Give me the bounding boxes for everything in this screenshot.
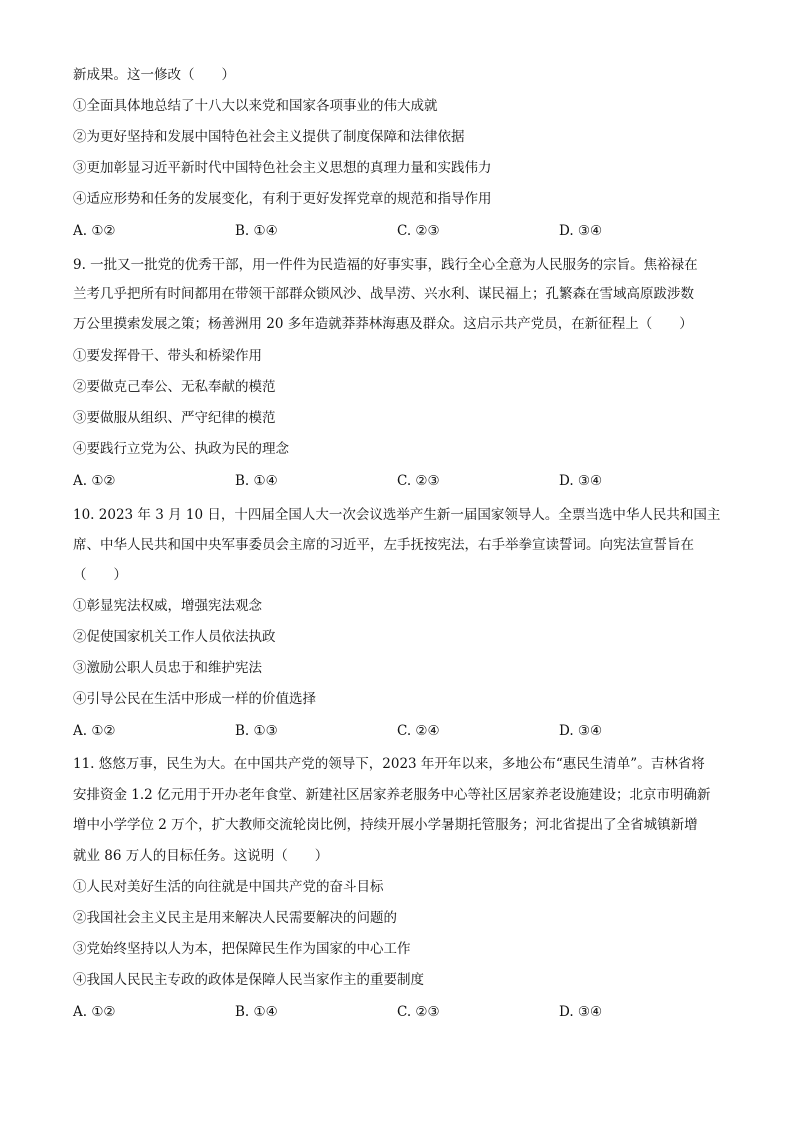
statement-1: ①人民对美好生活的向往就是中国共产党的奋斗目标 — [73, 879, 384, 895]
statement-1: ①全面具体地总结了十八大以来党和国家各项事业的伟大成就 — [73, 98, 438, 114]
question-stem-line: 兰考几乎把所有时间都用在带领干部群众锁风沙、战旱涝、兴水利、谋民福上；孔繁森在雪域高原跋涉数 — [73, 286, 694, 302]
option-d: D. ③④ — [559, 723, 603, 739]
answer-options — [73, 222, 733, 240]
option-a: A. ①② — [73, 723, 116, 739]
statement-4: ④我国人民民主专政的政体是保障人民当家作主的重要制度 — [73, 972, 424, 988]
option-b: B. ①④ — [235, 1004, 278, 1020]
statement-2: ②要做克己奉公、无私奉献的模范 — [73, 379, 276, 395]
option-a: A. ①② — [73, 223, 116, 239]
question-stem-line: 万公里摸索发展之策；杨善洲用 20 多年造就莽莽林海惠及群众。这启示共产党员，在新征程上（ ） — [73, 316, 693, 332]
option-a: A. ①② — [73, 1004, 116, 1020]
statement-4: ④引导公民在生活中形成一样的价值选择 — [73, 691, 316, 707]
answer-options — [73, 722, 733, 740]
statement-2: ②为更好坚持和发展中国特色社会主义提供了制度保障和法律依据 — [73, 129, 465, 145]
question-stem-line: 就业 86 万人的目标任务。这说明（ ） — [73, 848, 329, 864]
statement-3: ③更加彰显习近平新时代中国特色社会主义思想的真理力量和实践伟力 — [73, 160, 492, 176]
option-d: D. ③④ — [559, 223, 603, 239]
statement-2: ②促使国家机关工作人员依法执政 — [73, 629, 276, 645]
question-stem-line: 新成果。这一修改（ ） — [73, 67, 235, 83]
statement-3: ③要做服从组织、严守纪律的模范 — [73, 410, 276, 426]
question-stem-line: 席、中华人民共和国中央军事委员会主席的习近平，左手抚按宪法，右手举拳宣读誓词。向宪法宣誓旨在 — [73, 537, 694, 553]
statement-4: ④适应形势和任务的发展变化，有利于更好发挥党章的规范和指导作用 — [73, 191, 492, 207]
statement-3: ③党始终坚持以人为本，把保障民生作为国家的中心工作 — [73, 941, 411, 957]
option-a: A. ①② — [73, 473, 116, 489]
question-stem-line: （ ） — [73, 567, 127, 583]
option-c: C. ②④ — [397, 723, 440, 739]
statement-4: ④要践行立党为公、执政为民的理念 — [73, 441, 289, 457]
answer-options — [73, 472, 733, 490]
option-b: B. ①④ — [235, 473, 278, 489]
statement-1: ①彰显宪法权威，增强宪法观念 — [73, 598, 262, 614]
option-d: D. ③④ — [559, 1004, 603, 1020]
question-stem-line: 9. 一批又一批党的优秀干部，用一件件为民造福的好事实事，践行全心全意为人民服务的宗旨。焦裕禄在 — [73, 257, 698, 273]
question-stem-line: 安排资金 1.2 亿元用于开办老年食堂、新建社区居家养老服务中心等社区居家养老设施建设；北京市明确新 — [73, 787, 711, 803]
statement-1: ①要发挥骨干、带头和桥梁作用 — [73, 348, 262, 364]
option-c: C. ②③ — [397, 473, 440, 489]
answer-options — [73, 1003, 733, 1021]
question-stem-line: 11. 悠悠万事，民生为大。在中国共产党的领导下，2023 年开年以来，多地公布“惠民生清单”。吉林省将 — [73, 756, 705, 772]
option-b: B. ①④ — [235, 223, 278, 239]
option-c: C. ②③ — [397, 1004, 440, 1020]
option-b: B. ①③ — [235, 723, 278, 739]
question-stem-line: 10. 2023 年 3 月 10 日，十四届全国人大一次会议选举产生新一届国家领导人。全票当选中华人民共和国主 — [73, 507, 721, 523]
question-stem-line: 增中小学学位 2 万个，扩大教师交流轮岗比例，持续开展小学暑期托管服务；河北省提出了全省城镇新增 — [73, 817, 698, 833]
statement-2: ②我国社会主义民主是用来解决人民需要解决的问题的 — [73, 910, 397, 926]
statement-3: ③激励公职人员忠于和维护宪法 — [73, 660, 262, 676]
option-d: D. ③④ — [559, 473, 603, 489]
option-c: C. ②③ — [397, 223, 440, 239]
